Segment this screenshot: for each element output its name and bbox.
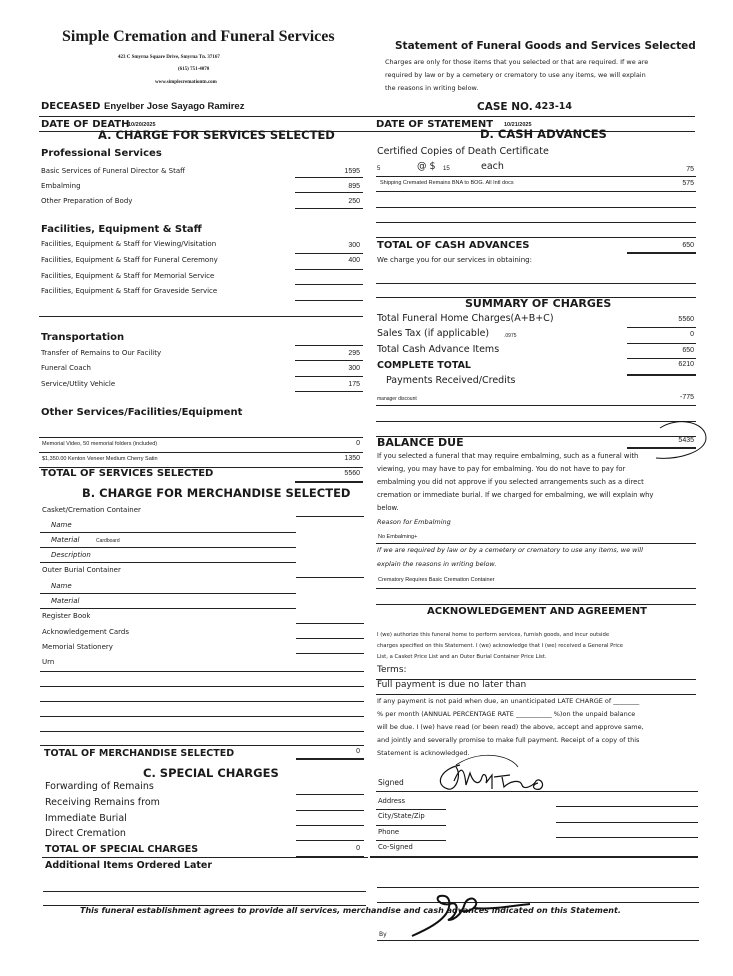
- reason-embalming-label: Reason for Embalming: [377, 518, 451, 526]
- line-item-amount[interactable]: 895: [348, 183, 360, 190]
- shipping-amount[interactable]: 575: [682, 180, 694, 187]
- amount-underline: [296, 794, 364, 795]
- company-address: 423 C Smyrna Square Drive, Smyrna Tn. 37167: [118, 55, 220, 60]
- transportation-heading: Transportation: [41, 332, 125, 343]
- facilities-heading: Facilities, Equipment & Staff: [41, 224, 202, 235]
- divider: [376, 588, 696, 589]
- amount-underline: [296, 840, 364, 841]
- cosigned-label: Co-Signed: [378, 843, 413, 851]
- blank-line: [40, 731, 364, 732]
- divider: [40, 547, 296, 548]
- statement-intro-line: the reasons in writing below.: [385, 84, 479, 92]
- death-cert-price[interactable]: 15: [443, 166, 450, 172]
- amount-underline: [295, 284, 363, 285]
- amount-underline: [295, 269, 363, 270]
- complete-total-amount[interactable]: 6210: [678, 361, 694, 368]
- blank-line: [376, 207, 696, 208]
- amount-underline: [295, 192, 363, 193]
- deceased-name[interactable]: Enyelber Jose Sayago Ramirez: [104, 101, 245, 112]
- line-item-label: Funeral Coach: [41, 364, 91, 372]
- required-notice-line: If we are required by law or by a cemetery or crematory to use any items, we will: [377, 546, 643, 554]
- divider: [39, 437, 363, 438]
- total-cash-advances-label: TOTAL OF CASH ADVANCES: [377, 240, 530, 251]
- line-item-label: Facilities, Equipment & Staff for Funeral Ceremony: [41, 256, 218, 264]
- divider: [376, 405, 696, 406]
- statement-intro-line: Charges are only for those items that you selected or that are required. If we are: [385, 58, 649, 66]
- line-item-amount[interactable]: 250: [348, 198, 360, 205]
- funeral-director-signature: [410, 892, 560, 942]
- blank-line: [40, 701, 364, 702]
- death-cert-qty[interactable]: 5: [377, 166, 381, 172]
- amount-underline: [295, 177, 363, 178]
- date-of-statement-label: DATE OF STATEMENT: [376, 119, 494, 130]
- divider: [376, 543, 696, 544]
- divider: [39, 316, 363, 317]
- amount-underline: [296, 856, 364, 858]
- city-state-zip-line[interactable]: [556, 822, 698, 823]
- obtaining-label: We charge you for our services in obtaining:: [377, 256, 532, 264]
- city-state-zip-label: City/State/Zip: [378, 812, 425, 820]
- date-of-death[interactable]: 10/20/2025: [128, 122, 156, 128]
- section-c-title: C. SPECIAL CHARGES: [143, 766, 279, 780]
- blank-line: [376, 222, 696, 223]
- blank-line: [377, 887, 699, 888]
- required-reason[interactable]: Crematory Requires Basic Cremation Container: [378, 577, 495, 583]
- professional-heading: Professional Services: [41, 148, 162, 159]
- embalming-notice-line: cremation or immediate burial. If we charged for embalming, we will explain why: [377, 491, 654, 499]
- section-a-title: A. CHARGE FOR SERVICES SELECTED: [98, 128, 335, 142]
- balance-due-amount[interactable]: 5435: [678, 437, 694, 444]
- outer-container-label: Outer Burial Container: [42, 566, 121, 574]
- total-cash-advance-items-label: Total Cash Advance Items: [377, 344, 500, 355]
- amount-underline: [295, 360, 363, 361]
- late-charge-line: If any payment is not paid when due, an unanticipated LATE CHARGE of ________: [377, 697, 640, 705]
- amount-underline: [295, 481, 363, 483]
- blank-line: [40, 686, 364, 687]
- agreement-title: ACKNOWLEDGEMENT AND AGREEMENT: [427, 606, 647, 617]
- line-item-amount[interactable]: 1595: [344, 168, 360, 175]
- company-website: www.simplecremationtn.com: [155, 80, 217, 85]
- section-d-title: D. CASH ADVANCES: [480, 127, 607, 141]
- memorial-stationery-label: Memorial Stationery: [42, 643, 113, 651]
- death-cert-amount[interactable]: 75: [686, 166, 694, 173]
- divider: [376, 825, 446, 826]
- line-item-amount[interactable]: 1350: [344, 455, 360, 462]
- embalming-notice-line: viewing, you may have to pay for embalming. You do not have to pay for: [377, 465, 626, 473]
- amount-underline: [296, 825, 364, 826]
- sales-tax-amount[interactable]: 0: [690, 331, 694, 338]
- total-merchandise-label: TOTAL OF MERCHANDISE SELECTED: [44, 748, 235, 759]
- authorize-line: I (we) authorize this funeral home to perform services, furnish goods, and incur outside: [377, 632, 610, 638]
- amount-underline: [627, 252, 696, 254]
- special-charge-label: Immediate Burial: [45, 813, 127, 824]
- line-item-amount[interactable]: 295: [348, 350, 360, 357]
- total-merchandise-amount[interactable]: 0: [356, 748, 360, 755]
- total-services-amount[interactable]: 5560: [344, 470, 360, 477]
- authorize-line: List, a Casket Price List and an Outer Burial Container Price List.: [377, 654, 547, 660]
- outer-material-label: Material: [51, 597, 80, 605]
- late-charge-line: Statement is acknowledged.: [377, 749, 470, 757]
- amount-underline: [295, 253, 363, 254]
- line-item-label: Embalming: [41, 182, 81, 190]
- total-cash-advances-amount[interactable]: 650: [682, 242, 694, 249]
- statement-title: Statement of Funeral Goods and Services Selected: [395, 40, 696, 52]
- amount-underline: [295, 376, 363, 377]
- death-cert-each: each: [481, 161, 504, 172]
- section-b-title: B. CHARGE FOR MERCHANDISE SELECTED: [82, 486, 351, 500]
- case-no-label: CASE NO.: [477, 101, 533, 113]
- line-item-amount[interactable]: 300: [348, 365, 360, 372]
- divider: [376, 604, 696, 605]
- divider: [376, 694, 696, 695]
- amount-underline: [295, 345, 363, 346]
- blank-line: [40, 745, 364, 746]
- divider: [376, 176, 696, 177]
- divider: [39, 116, 695, 117]
- line-item-label: Other Preparation of Body: [41, 197, 133, 205]
- line-item-amount[interactable]: 400: [348, 257, 360, 264]
- line-item-amount[interactable]: 300: [348, 242, 360, 249]
- blank-line: [376, 283, 696, 284]
- divider: [40, 593, 296, 594]
- embalming-notice-line: If you selected a funeral that may require embalming, such as a funeral with: [377, 452, 639, 460]
- balance-circle-mark: [648, 420, 708, 470]
- signed-label: Signed: [378, 778, 404, 787]
- amount-underline: [627, 358, 696, 359]
- casket-name-label: Name: [51, 521, 72, 529]
- deceased-label: DECEASED: [41, 101, 101, 112]
- casket-description-label: Description: [51, 551, 91, 559]
- terms-label: Terms:: [377, 665, 407, 675]
- amount-underline: [295, 208, 363, 209]
- total-services-label: TOTAL OF SERVICES SELECTED: [41, 468, 214, 479]
- complete-total-label: COMPLETE TOTAL: [377, 360, 471, 371]
- funeral-home-charges-amount[interactable]: 5560: [678, 316, 694, 323]
- line-item-amount[interactable]: 0: [356, 440, 360, 447]
- authorize-line: charges specified on this Statement. I (we) acknowledge that I (we) received a General Price: [377, 643, 624, 649]
- casket-material[interactable]: Cardboard: [96, 538, 120, 544]
- amount-underline: [295, 391, 363, 392]
- customer-signature: [430, 755, 580, 795]
- date-of-death-label: DATE OF DEATH: [41, 119, 130, 130]
- case-no[interactable]: 423-14: [535, 101, 572, 112]
- urn-label: Urn: [42, 658, 55, 666]
- divider: [376, 191, 696, 192]
- by-label: By: [379, 931, 387, 938]
- amount-underline: [296, 577, 364, 578]
- register-book-label: Register Book: [42, 612, 91, 620]
- line-item-label: Memorial Video, 50 memorial folders (included): [42, 441, 158, 447]
- address-label: Address: [378, 797, 406, 805]
- required-notice-line: explain the reasons in writing below.: [377, 560, 497, 568]
- ack-cards-label: Acknowledgement Cards: [42, 628, 130, 636]
- embalming-notice-line: below.: [377, 504, 399, 512]
- manager-discount-label: manager discount: [377, 396, 417, 402]
- phone-line[interactable]: [556, 837, 698, 838]
- late-charge-line: % per month (ANNUAL PERCENTAGE RATE ___________ %)on the unpaid balance: [377, 710, 636, 718]
- line-item-label: Transfer of Remains to Our Facility: [41, 349, 162, 357]
- manager-discount-amount[interactable]: -775: [679, 394, 694, 401]
- total-special-amount[interactable]: 0: [356, 845, 360, 852]
- address-line[interactable]: [556, 806, 698, 807]
- divider: [40, 608, 296, 609]
- special-charge-label: Direct Cremation: [45, 828, 126, 839]
- line-item-label: Facilities, Equipment & Staff for Graveside Service: [41, 287, 218, 295]
- casket-label: Casket/Cremation Container: [42, 506, 141, 514]
- line-item-amount[interactable]: 175: [348, 381, 360, 388]
- blank-line: [43, 891, 366, 892]
- summary-title: SUMMARY OF CHARGES: [465, 297, 612, 310]
- amount-underline: [295, 300, 363, 301]
- balance-due-label: BALANCE DUE: [377, 436, 464, 449]
- phone-label: Phone: [378, 828, 400, 836]
- divider: [376, 840, 446, 841]
- statement-intro-line: required by law or by a cemetery or crematory to use any items, we will explain: [385, 71, 646, 79]
- divider: [40, 532, 296, 533]
- late-charge-line: will be due. I (we) have read (or been read) the above, accept and approve same,: [377, 723, 644, 731]
- funeral-home-charges-label: Total Funeral Home Charges(A+B+C): [377, 313, 554, 324]
- cosigned-line[interactable]: [370, 856, 698, 858]
- sales-tax-rate[interactable]: .0975: [504, 333, 517, 339]
- death-cert-label: Certified Copies of Death Certificate: [377, 146, 549, 157]
- footer-agreement-line: This funeral establishment agrees to provide all services, merchandise and cash advances indicated on this Statement.: [80, 906, 621, 915]
- full-payment-label: Full payment is due no later than: [377, 680, 527, 690]
- amount-underline: [296, 653, 364, 654]
- shipping-label: Shipping Cremated Remains BNA to BOG. All Intl docs: [380, 180, 514, 186]
- line-item-label: $1,350.00 Kenton Veneer Medium Cherry Satin: [42, 456, 158, 462]
- company-name: Simple Cremation and Funeral Services: [62, 28, 335, 45]
- amount-underline: [627, 374, 696, 376]
- sales-tax-label: Sales Tax (if applicable): [377, 328, 490, 339]
- embalming-notice-line: embalming you did not approve if you selected arrangements such as a direct: [377, 478, 644, 486]
- divider: [39, 452, 363, 453]
- company-phone: (615) 751-4070: [178, 67, 210, 72]
- amount-underline: [296, 758, 364, 760]
- reason-embalming[interactable]: No Embalming+: [378, 534, 418, 540]
- line-item-label: Basic Services of Funeral Director & Staff: [41, 167, 185, 175]
- line-item-label: Service/Utlity Vehicle: [41, 380, 116, 388]
- special-charge-label: Receiving Remains from: [45, 797, 160, 808]
- blank-line: [40, 716, 364, 717]
- divider: [40, 671, 364, 672]
- other-services-heading: Other Services/Facilities/Equipment: [41, 407, 243, 418]
- divider: [40, 562, 296, 563]
- additional-items-label: Additional Items Ordered Later: [45, 860, 213, 871]
- amount-underline: [296, 516, 364, 517]
- death-cert-at: @ $: [417, 161, 436, 172]
- blank-line: [376, 237, 696, 238]
- special-charge-label: Forwarding of Remains: [45, 781, 154, 792]
- divider: [376, 809, 446, 810]
- casket-material-label: Material: [51, 536, 80, 544]
- payments-received-label: Payments Received/Credits: [386, 375, 516, 386]
- line-item-label: Facilities, Equipment & Staff for Memorial Service: [41, 272, 215, 280]
- line-item-label: Facilities, Equipment & Staff for Viewing/Visitation: [41, 240, 217, 248]
- total-cash-advance-items-amount[interactable]: 650: [682, 347, 694, 354]
- amount-underline: [296, 623, 364, 624]
- amount-underline: [296, 810, 364, 811]
- amount-underline: [627, 343, 696, 344]
- amount-underline: [296, 638, 364, 639]
- late-charge-line: and jointly and severally promise to make full payment. Receipt of a copy of this: [377, 736, 640, 744]
- total-special-label: TOTAL OF SPECIAL CHARGES: [45, 844, 199, 855]
- outer-name-label: Name: [51, 582, 72, 590]
- amount-underline: [627, 327, 696, 328]
- date-of-statement[interactable]: 10/21/2025: [504, 122, 532, 128]
